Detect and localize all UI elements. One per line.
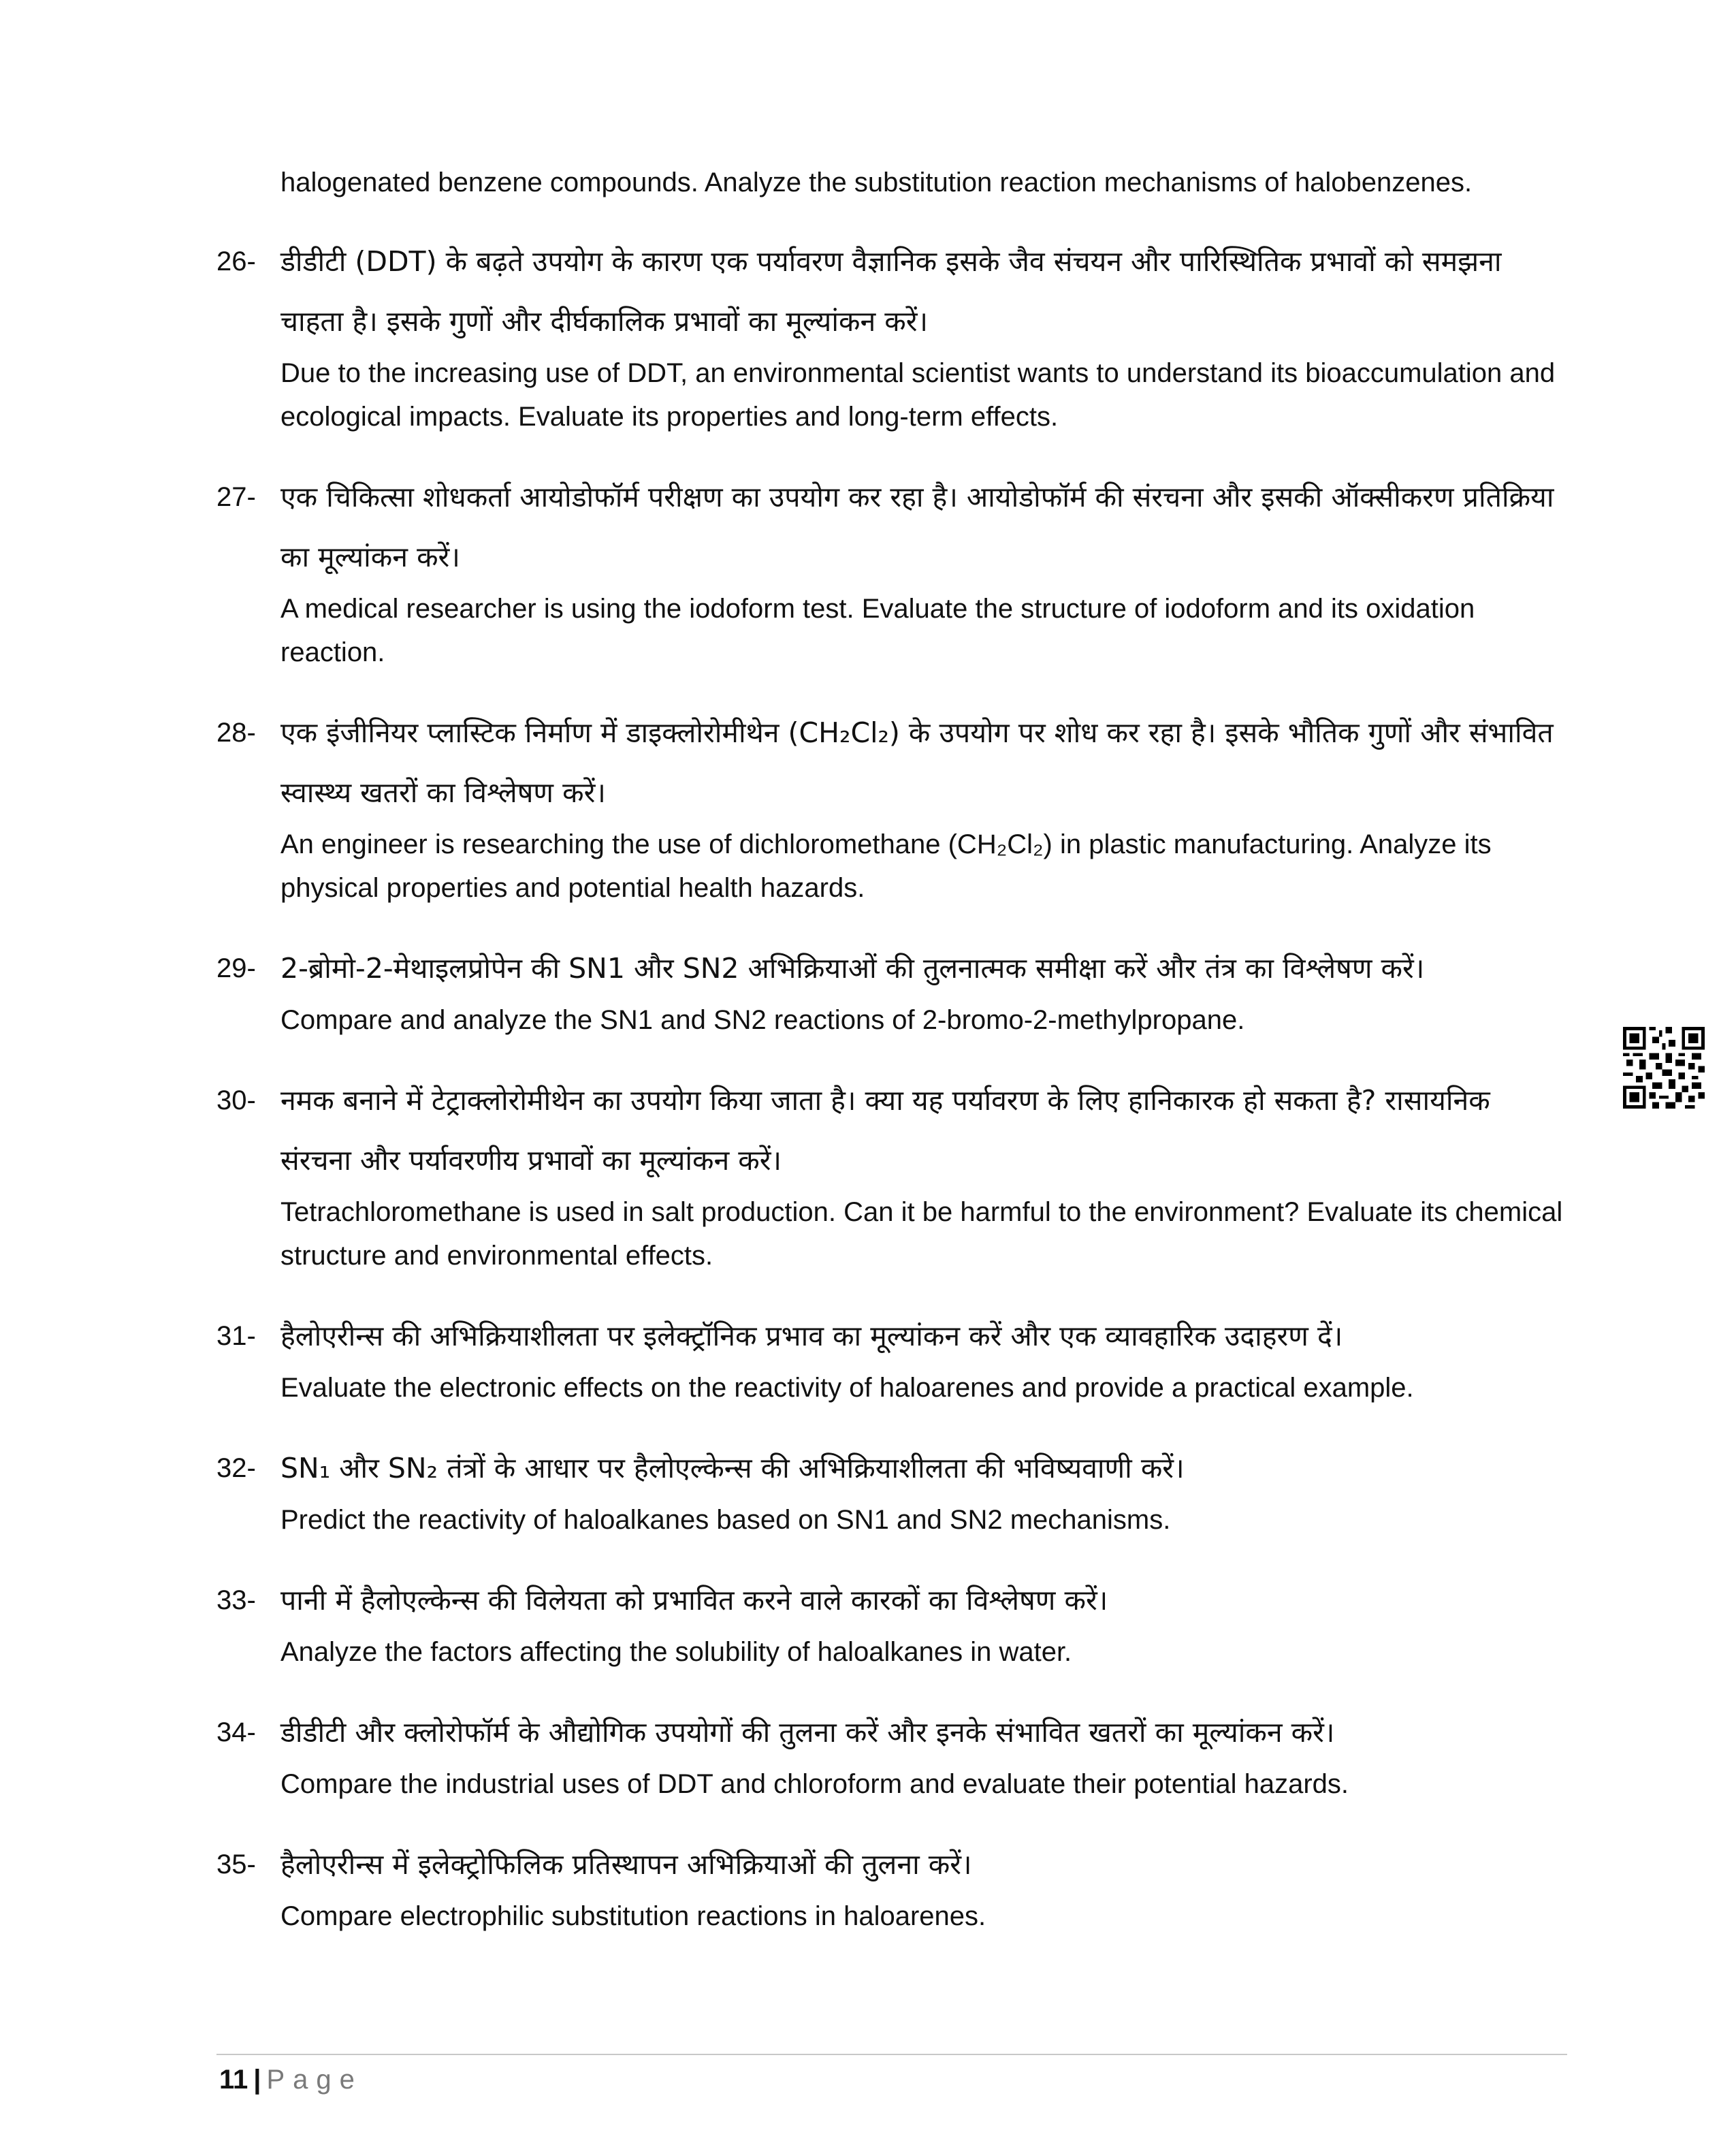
question-english-text: Due to the increasing use of DDT, an environmental scientist wants to understand its bioaccumulation and ecological impacts. Evaluate its properties and long-term effects. [280, 358, 1556, 432]
question-english-text: Compare and analyze the SN1 and SN2 reactions of 2-bromo-2-methylpropane. [280, 1005, 1245, 1035]
question-hindi-text: हैलोएरीन्स में इलेक्ट्रोफिलिक प्रतिस्थापन अभिक्रियाओं की तुलना करें। [280, 1848, 972, 1881]
question-33 [216, 1570, 1564, 1674]
question-30 [216, 1070, 1564, 1277]
question-26 [216, 232, 1564, 439]
question-28 [216, 703, 1564, 910]
page-number: 11 [219, 2065, 248, 2095]
question-hindi-text: नमक बनाने में टेट्राक्लोरोमीथेन का उपयोग किया जाता है। क्या यह पर्यावरण के लिए हानिकारक हो सकता है? रासायनिक संरचना और पर्यावरणीय प्रभावों का मूल्यांकन करें। [280, 1084, 1490, 1177]
question-list [216, 232, 1564, 1967]
page-footer [219, 2059, 363, 2100]
question-hindi-text: एक इंजीनियर प्लास्टिक निर्माण में डाइक्लोरोमीथेन (CH₂Cl₂) के उपयोग पर शोध कर रहा है। इसके भौतिक गुणों और संभावित स्वास्थ्य खतरों का विश्लेषण करें। [280, 716, 1554, 809]
question-number: 33- [216, 1585, 256, 1615]
carryover-paragraph: halogenated benzene compounds. Analyze the substitution reaction mechanisms of halobenzenes. [280, 168, 1473, 197]
question-hindi-text: डीडीटी (DDT) के बढ़ते उपयोग के कारण एक पर्यावरण वैज्ञानिक इसके जैव संचयन और पारिस्थितिक प्रभावों को समझना चाहता है। इसके गुणों और दीर्घकालिक प्रभावों का मूल्यांकन करें। [280, 245, 1502, 338]
question-english-text: Evaluate the electronic effects on the reactivity of haloarenes and provide a practical example. [280, 1373, 1414, 1403]
question-number: 35- [216, 1849, 256, 1879]
question-hindi-text: हैलोएरीन्स की अभिक्रियाशीलता पर इलेक्ट्रॉनिक प्रभाव का मूल्यांकन करें और एक व्यावहारिक उदाहरण दें। [280, 1320, 1343, 1352]
footer-separator: | [253, 2065, 261, 2095]
question-35 [216, 1834, 1564, 1938]
question-29 [216, 938, 1564, 1042]
question-34 [216, 1702, 1564, 1806]
question-number: 26- [216, 247, 256, 276]
question-hindi-text: एक चिकित्सा शोधकर्ता आयोडोफॉर्म परीक्षण का उपयोग कर रहा है। आयोडोफॉर्म की संरचना और इसकी ऑक्सीकरण प्रतिक्रिया का मूल्यांकन करें। [280, 481, 1554, 573]
question-english-text: Analyze the factors affecting the solubility of haloalkanes in water. [280, 1637, 1072, 1667]
question-english-text: Tetrachloromethane is used in salt production. Can it be harmful to the environment? Evaluate its chemical structure and environmental effects. [280, 1197, 1563, 1271]
question-english-text: Predict the reactivity of haloalkanes based on SN1 and SN2 mechanisms. [280, 1505, 1171, 1535]
question-english-text: An engineer is researching the use of dichloromethane (CH₂Cl₂) in plastic manufacturing. Analyze its physical properties and potential health hazards. [280, 829, 1492, 903]
question-number: 29- [216, 953, 256, 983]
question-number: 32- [216, 1453, 256, 1483]
question-hindi-text: 2-ब्रोमो-2-मेथाइलप्रोपेन की SN1 और SN2 अभिक्रियाओं की तुलनात्मक समीक्षा करें और तंत्र का विश्लेषण करें। [280, 952, 1425, 985]
question-number: 28- [216, 718, 256, 748]
question-number: 30- [216, 1085, 256, 1115]
question-hindi-text: डीडीटी और क्लोरोफॉर्म के औद्योगिक उपयोगों की तुलना करें और इनके संभावित खतरों का मूल्यांकन करें। [280, 1716, 1335, 1749]
question-number: 31- [216, 1321, 256, 1351]
question-number: 27- [216, 482, 256, 512]
qr-code-icon [1623, 1027, 1705, 1109]
question-english-text: A medical researcher is using the iodoform test. Evaluate the structure of iodoform and its oxidation reaction. [280, 594, 1475, 667]
question-number: 34- [216, 1717, 256, 1747]
question-27 [216, 467, 1564, 674]
question-32 [216, 1438, 1564, 1542]
question-hindi-text: SN₁ और SN₂ तंत्रों के आधार पर हैलोएल्केन्स की अभिक्रियाशीलता की भविष्यवाणी करें। [280, 1452, 1185, 1484]
question-english-text: Compare electrophilic substitution reactions in haloarenes. [280, 1901, 986, 1931]
question-31 [216, 1306, 1564, 1410]
footer-divider [216, 2054, 1567, 2055]
question-hindi-text: पानी में हैलोएल्केन्स की विलेयता को प्रभावित करने वाले कारकों का विश्लेषण करें। [280, 1584, 1108, 1617]
question-english-text: Compare the industrial uses of DDT and chloroform and evaluate their potential hazards. [280, 1769, 1349, 1799]
page-label: Page [266, 2065, 363, 2095]
